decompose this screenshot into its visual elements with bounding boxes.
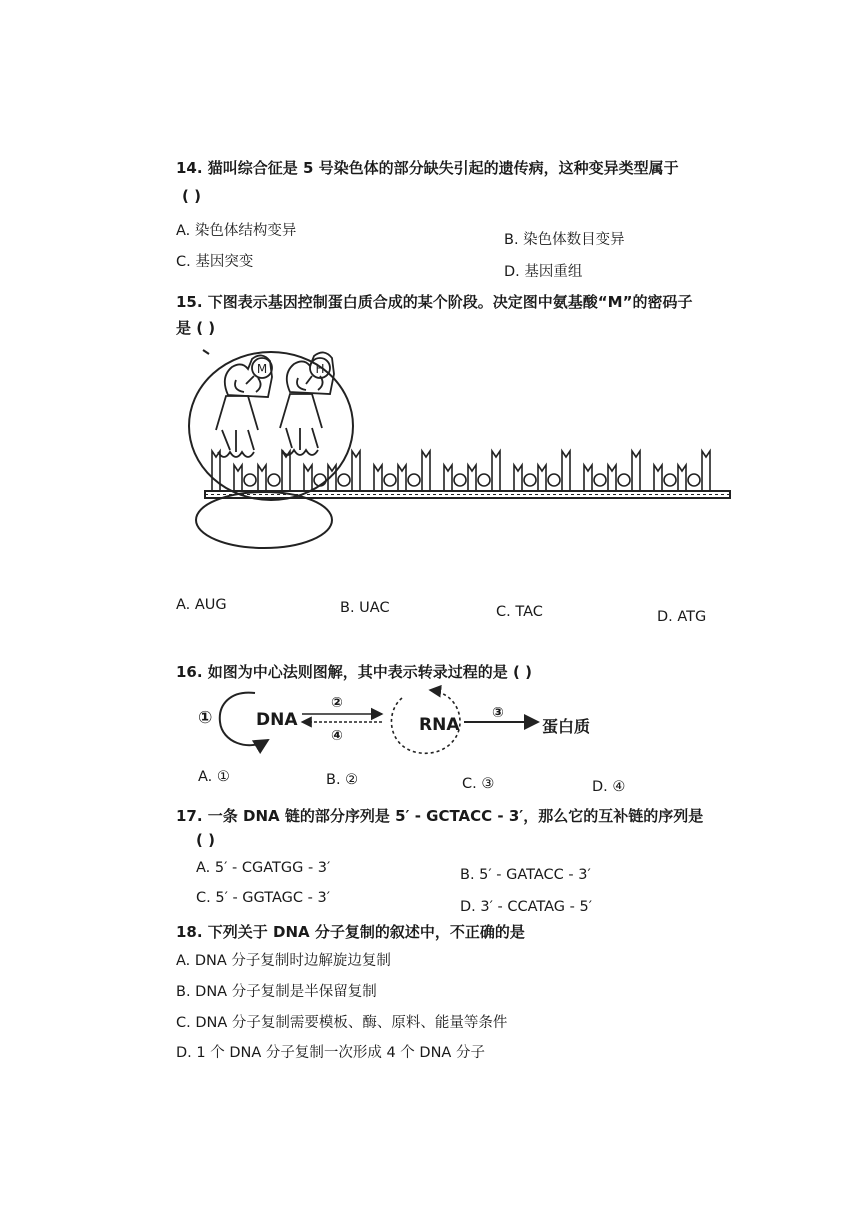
amino-acid-m-label: M <box>256 362 268 376</box>
label-3: ③ <box>492 705 504 721</box>
rna-node: RNA <box>419 715 460 735</box>
q18-option-c: C. DNA 分子复制需要模板、酶、原料、能量等条件 <box>176 1015 508 1031</box>
q14-option-c: C. 基因突变 <box>176 254 254 270</box>
q16-stem: 16. 如图为中心法则图解，其中表示转录过程的是 ( ) <box>176 663 532 681</box>
q17-stem: 17. 一条 DNA 链的部分序列是 5′ - GCTACC - 3′，那么它的互补链的序列是 <box>176 807 704 825</box>
label-2: ② <box>331 695 343 711</box>
q17-option-b: B. 5′ - GATACC - 3′ <box>460 867 591 883</box>
q17-paren: ( ) <box>196 831 215 849</box>
q15-stem-line2: 是 ( ) <box>176 319 216 337</box>
q14-option-d: D. 基因重组 <box>504 264 583 280</box>
q17-option-c: C. 5′ - GGTAGC - 3′ <box>196 890 330 906</box>
q18-option-b: B. DNA 分子复制是半保留复制 <box>176 984 377 1000</box>
q15-option-c: C. TAC <box>496 604 543 620</box>
q14-paren: ( ) <box>182 187 201 205</box>
q16-option-c: C. ③ <box>462 776 495 792</box>
q14-option-a: A. 染色体结构变异 <box>176 223 297 239</box>
q16-option-a: A. ① <box>198 769 230 785</box>
q16-option-b: B. ② <box>326 772 359 788</box>
q15-option-d: D. ATG <box>657 609 707 625</box>
label-1: ① <box>198 708 213 728</box>
q14-stem: 14. 猫叫综合征是 5 号染色体的部分缺失引起的遗传病，这种变异类型属于 <box>176 159 679 177</box>
q18-stem: 18. 下列关于 DNA 分子复制的叙述中，不正确的是 <box>176 923 525 941</box>
q15-option-a: A. AUG <box>176 597 227 613</box>
q18-option-d: D. 1 个 DNA 分子复制一次形成 4 个 DNA 分子 <box>176 1045 485 1061</box>
label-4: ④ <box>331 728 343 744</box>
q16-option-d: D. ④ <box>592 779 626 795</box>
dna-node: DNA <box>256 710 298 730</box>
q15-option-b: B. UAC <box>340 600 390 616</box>
q18-option-a: A. DNA 分子复制时边解旋边复制 <box>176 953 391 969</box>
q15-stem-line1: 15. 下图表示基因控制蛋白质合成的某个阶段。决定图中氨基酸“M”的密码子 <box>176 293 693 311</box>
q17-option-a: A. 5′ - CGATGG - 3′ <box>196 860 331 876</box>
q14-option-b: B. 染色体数目变异 <box>504 232 625 248</box>
amino-acid-h-label: H <box>315 362 325 376</box>
q17-option-d: D. 3′ - CCATAG - 5′ <box>460 899 592 915</box>
protein-node: 蛋白质 <box>542 717 591 736</box>
